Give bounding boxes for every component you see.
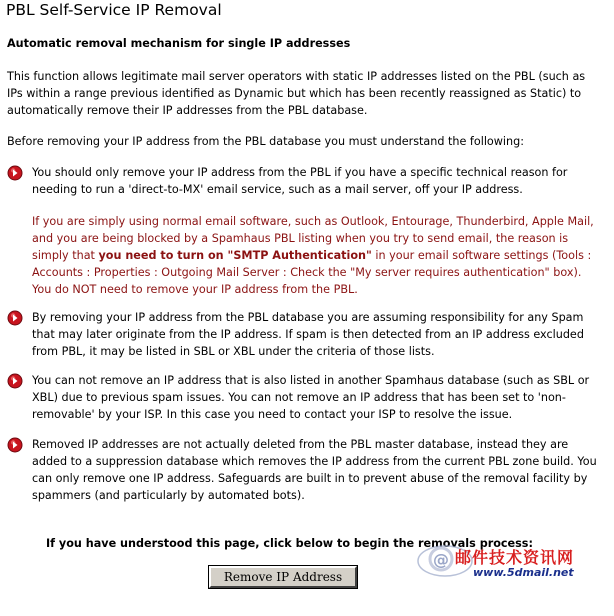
red-arrow-circle-icon (7, 165, 23, 181)
remove-ip-address-button[interactable]: Remove IP Address (209, 566, 357, 588)
section-subheading: Automatic removal mechanism for single IP addresses (7, 37, 351, 50)
bullet-text: By removing your IP address from the PBL database you are assuming responsibility for any Spam that may later originate from the IP address. If spam is then detected from an IP address excluded from PBL, it may be listed in SBL or XBL under the criteria of those lists. (32, 311, 584, 358)
bullet-text: You can not remove an IP address that is also listed in another Spamhaus database (such as SBL or XBL) due to previous spam issues. You can not remove an IP address that has been set to 'non-removable' by your ISP. In this case you need to contact your ISP to resolve the issue. (32, 374, 590, 421)
red-arrow-circle-icon (7, 310, 23, 326)
red-arrow-circle-icon (7, 437, 23, 453)
watermark-title: 邮件技术资讯网 (455, 548, 575, 567)
svg-text:@: @ (433, 550, 449, 569)
note-text-part2: in your email software settings (Tools : Accounts : Properties : Outgoing Mail Server : Check the "My server requires authentication" box). You do NOT need to remove your IP address from the PBL. (32, 249, 592, 296)
page-title: PBL Self-Service IP Removal (6, 1, 222, 19)
note-text-part1: If you are simply using normal email software, such as Outlook, Entourage, Thunderbird, Apple Mail, and you are being blocked by a Spamhaus PBL listing when you try to send email, the reason is simply that (32, 215, 594, 262)
smtp-auth-note (32, 213, 604, 298)
bullet-text: You should only remove your IP address from the PBL if you have a specific technical reason for needing to run a 'direct-to-MX' email service, such as a mail server, off your IP address. (32, 166, 568, 196)
site-watermark (415, 537, 605, 583)
before-removal-text: Before removing your IP address from the PBL database you must understand the following: (7, 135, 524, 148)
red-arrow-circle-icon (7, 373, 23, 389)
bullet-text: Removed IP addresses are not actually deleted from the PBL master database, instead they are added to a suppression database which removes the IP address from the current PBL zone build. You can only remove one IP address. Safeguards are built in to prevent abuse of the removal facility by spammers (and particularly by automated bots). (32, 438, 597, 502)
intro-paragraph: This function allows legitimate mail server operators with static IP addresses listed on the PBL (such as IPs within a range previous identified as Dynamic but which has been recently reassigned as Static) to automatically remove their IP addresses from the PBL database. (7, 70, 586, 117)
watermark-url: www.5dmail.net (473, 566, 574, 579)
note-emphasis: you need to turn on "SMTP Authentication" (98, 249, 372, 262)
confirm-instruction: If you have understood this page, click below to begin the removals process: (46, 537, 533, 550)
